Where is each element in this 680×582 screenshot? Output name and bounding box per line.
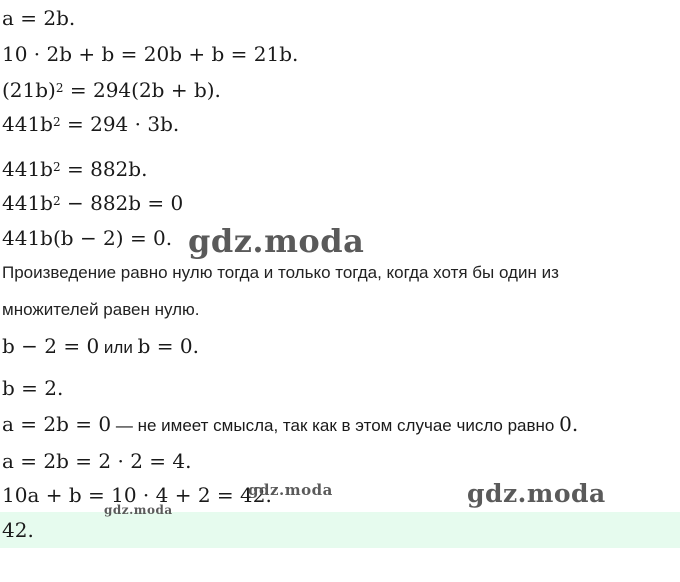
answer-line: 42. [2,518,34,542]
watermark-large: gdz.moda [188,222,365,260]
eq-line-4: $441b^2 = 294 \cdot 3b$. [2,112,180,136]
eq-line-6: $441b^2 - 882b = 0$ [2,191,184,215]
prose-line-2: множителей равен нулю. [2,300,200,319]
eq-line-12: a = 2b = 0 — не имеет смысла, так как в этом случае число равно 0. [2,412,579,436]
prose-line-1: Произведение равно нулю тогда и только тогда, когда хотя бы один из [2,263,559,282]
eq-line-3: $(21b)^2 = 294(2b + b)$. [2,78,221,102]
eq-line-7: 441b(b − 2) = 0. [2,226,173,250]
watermark-small: gdz.moda [248,481,333,499]
watermark-medium: gdz.moda [467,479,606,508]
eq-line-1: a = 2b. [2,6,76,30]
answer-highlight [0,512,680,548]
eq-line-10: b − 2 = 0 или b = 0. [2,334,199,358]
eq-line-2: 10 · 2b + b = 20b + b = 21b. [2,42,299,66]
eq-line-14: 10a + b = 10 · 4 + 2 = 42. [2,483,272,507]
eq-line-11: b = 2. [2,376,64,400]
eq-line-5: $441b^2 = 882b$. [2,157,148,181]
eq-line-13: a = 2b = 2 · 2 = 4. [2,449,192,473]
watermark-tiny: gdz.moda [104,503,173,517]
